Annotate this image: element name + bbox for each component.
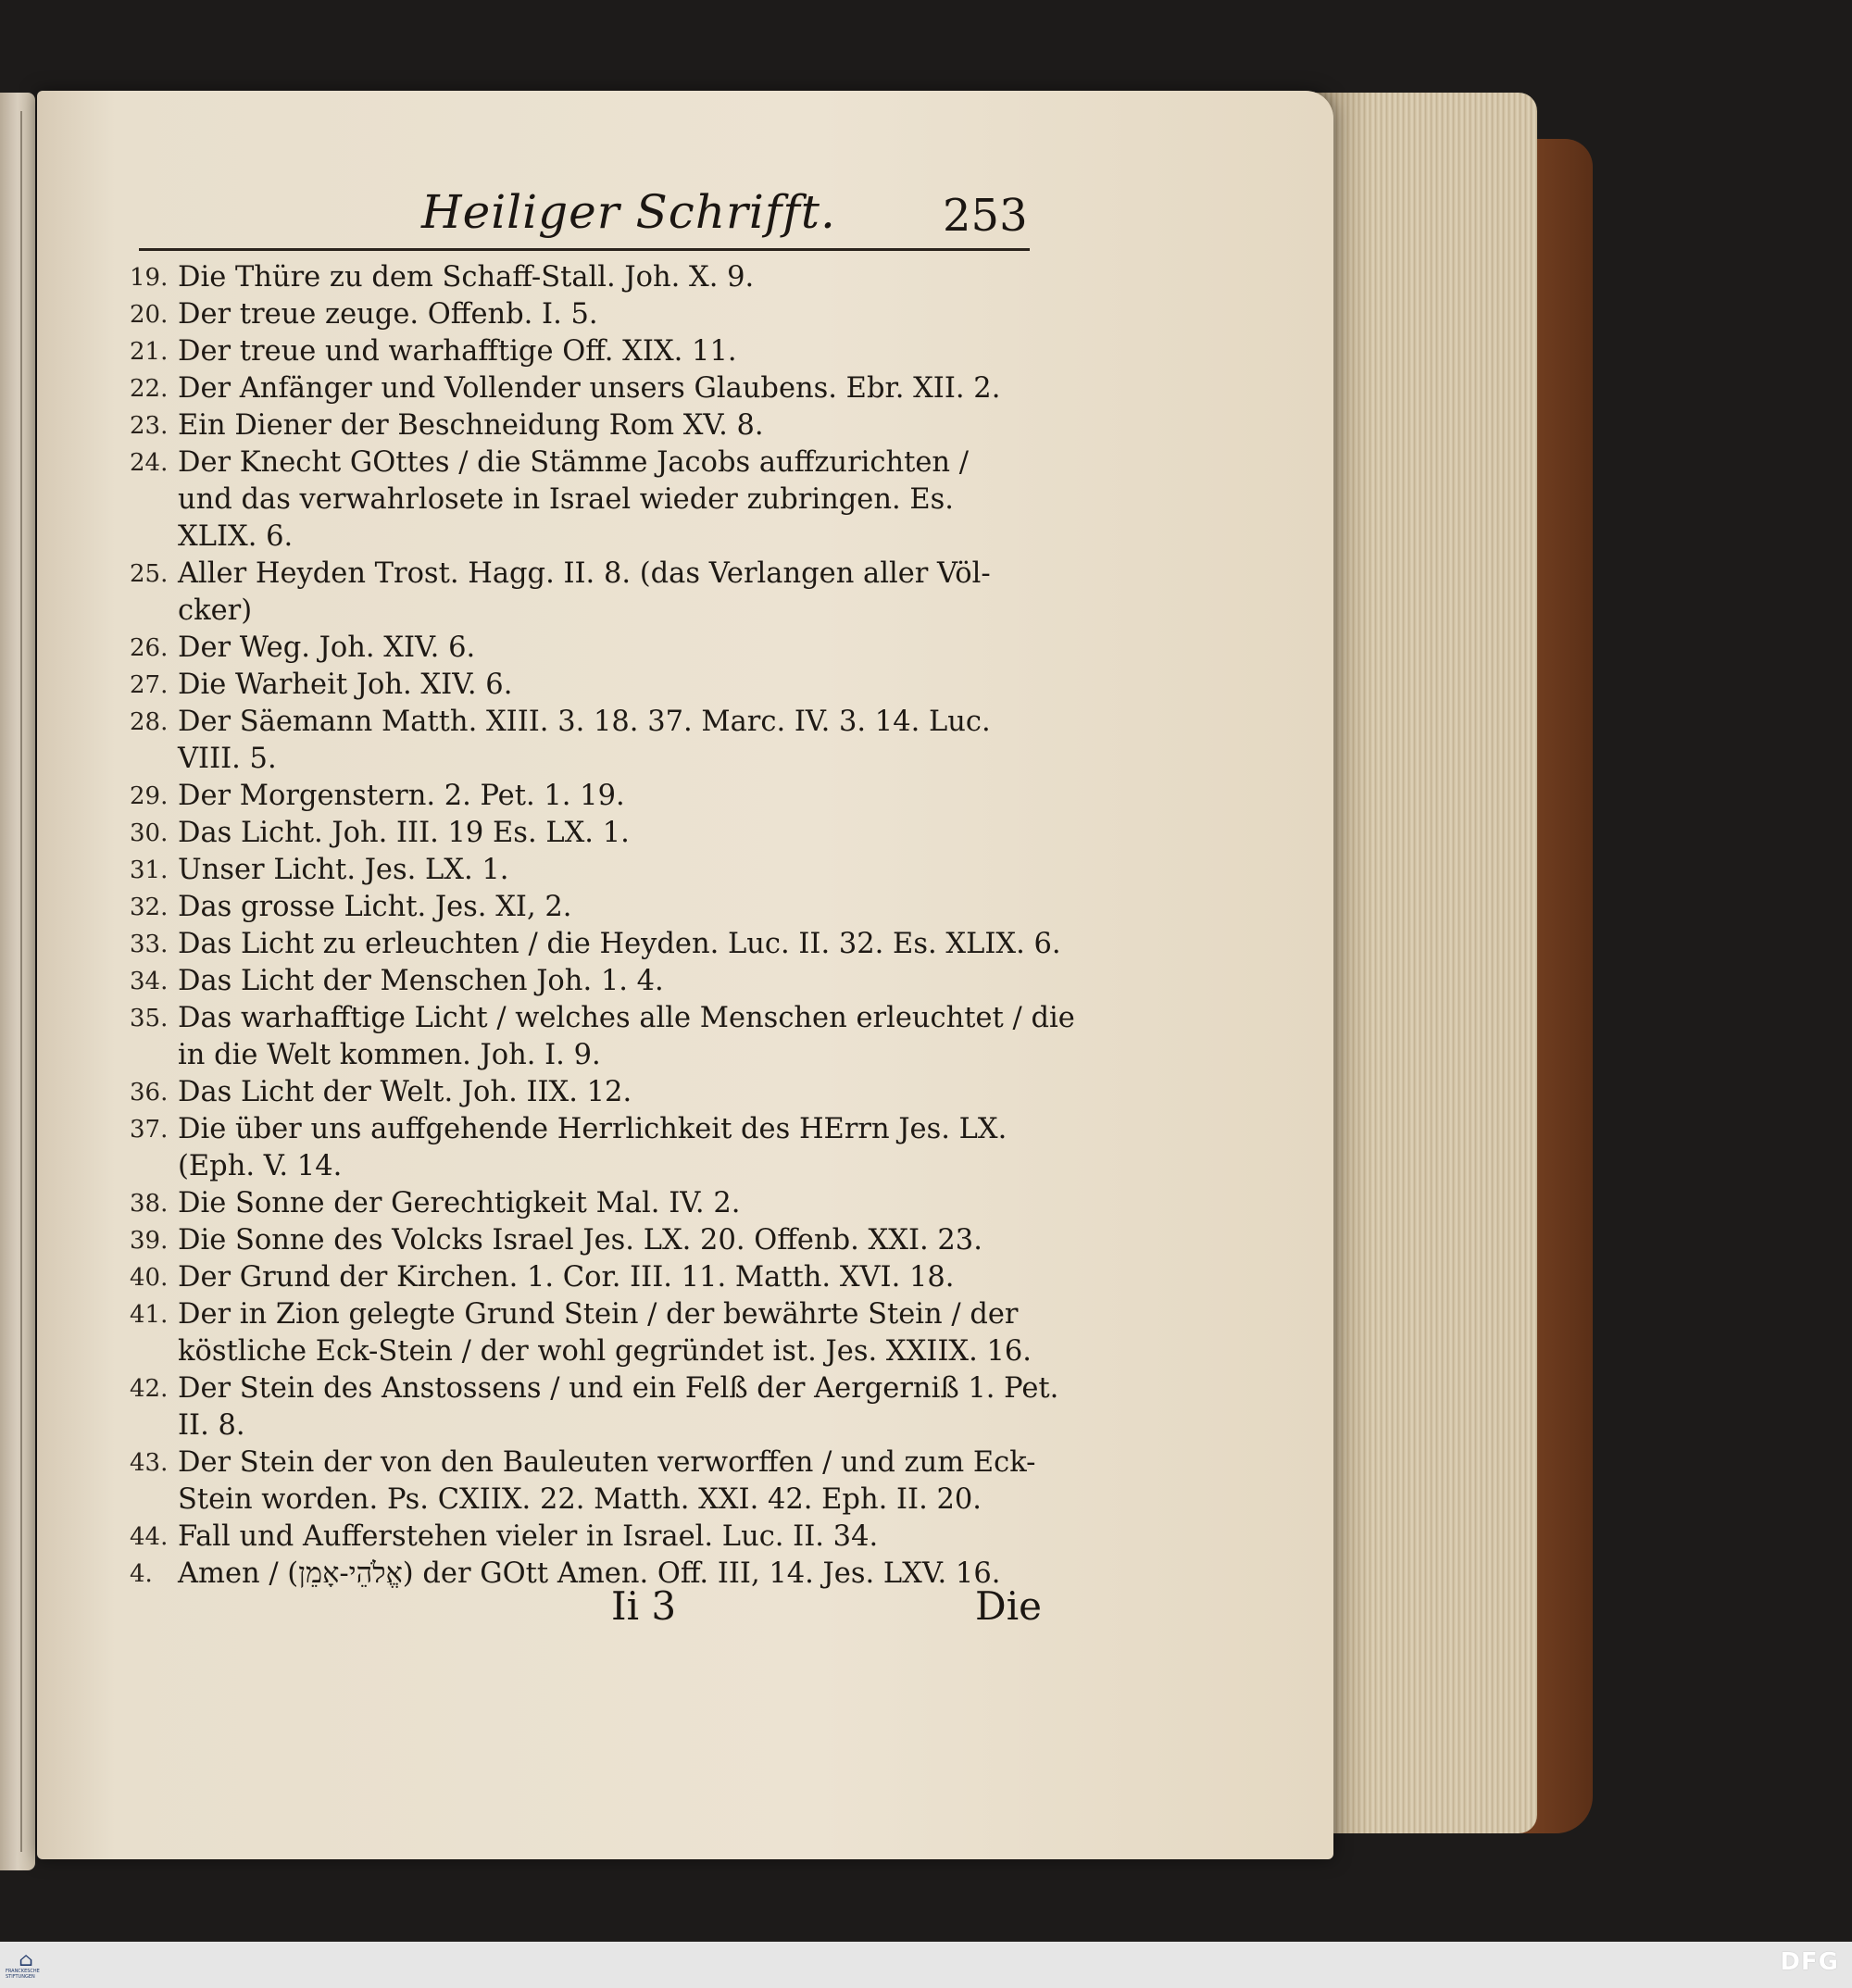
- entry-text-line: Der Anfänger und Vollender unsers Glaubens. Ebr. XII. 2.: [178, 372, 1001, 405]
- entry-text-line: Der Säemann Matth. XIII. 3. 18. 37. Marc. IV. 3. 14. Luc.: [178, 706, 991, 738]
- entry-number: 22.: [130, 375, 169, 403]
- entry-text-line: Das grosse Licht. Jes. XI, 2.: [178, 891, 572, 923]
- entry-number: 23.: [130, 412, 169, 440]
- left-page-edge: [0, 93, 35, 1870]
- list-item: [130, 1296, 1042, 1370]
- entry-text-line: Die Warheit Joh. XIV. 6.: [178, 669, 513, 701]
- entry-number: 26.: [130, 634, 169, 662]
- entry-text-line: VIII. 5.: [178, 743, 277, 775]
- entry-text-line: köstliche Eck-Stein / der wohl gegründet ist. Jes. XXIIX. 16.: [178, 1335, 1032, 1368]
- entry-text-line: Stein worden. Ps. CXIIX. 22. Matth. XXI. 42. Eph. II. 20.: [178, 1483, 982, 1516]
- list-item: [130, 1259, 1042, 1296]
- entry-text-line: II. 8.: [178, 1409, 245, 1442]
- viewer-footer-bar: [0, 1942, 1852, 1988]
- entry-text-line: Unser Licht. Jes. LX. 1.: [178, 854, 509, 886]
- entry-number: 25.: [130, 560, 169, 588]
- entry-number: 19.: [130, 264, 169, 292]
- entry-text-line: Die Sonne des Volcks Israel Jes. LX. 20. Offenb. XXI. 23.: [178, 1224, 982, 1257]
- entry-text-line: Der Knecht GOttes / die Stämme Jacobs auffzurichten /: [178, 446, 970, 479]
- list-item: [130, 333, 1042, 370]
- list-item: [130, 704, 1042, 778]
- entry-number: 44.: [130, 1523, 169, 1551]
- list-item: [130, 407, 1042, 444]
- entry-number: 32.: [130, 894, 169, 921]
- entry-number: 36.: [130, 1079, 169, 1107]
- entry-number: 28.: [130, 708, 169, 736]
- entry-text-line: Der Grund der Kirchen. 1. Cor. III. 11. Matth. XVI. 18.: [178, 1261, 955, 1294]
- building-icon: ⌂: [19, 1948, 33, 1970]
- header-rule: [139, 248, 1030, 251]
- list-item: [130, 1074, 1042, 1111]
- list-item: [130, 444, 1042, 556]
- list-item: [130, 1444, 1042, 1519]
- list-item: [130, 1111, 1042, 1185]
- dfg-logo[interactable]: DFG: [1780, 1948, 1839, 1976]
- entry-number: 42.: [130, 1375, 169, 1403]
- entry-number: 30.: [130, 819, 169, 847]
- entry-text-line: Das Licht der Menschen Joh. 1. 4.: [178, 965, 664, 997]
- list-item: [130, 1222, 1042, 1259]
- list-item: [130, 815, 1042, 852]
- entry-text-line: Aller Heyden Trost. Hagg. II. 8. (das Verlangen aller Völ-: [178, 557, 991, 590]
- entry-text-line: in die Welt kommen. Joh. I. 9.: [178, 1039, 601, 1071]
- list-item: [130, 1000, 1075, 1074]
- signature-mark: Ii 3: [611, 1583, 677, 1629]
- list-item: [130, 1519, 1042, 1556]
- catchword: Die: [975, 1583, 1042, 1629]
- list-item: [130, 889, 1042, 926]
- list-item: [130, 630, 1042, 667]
- entry-number: 38.: [130, 1190, 169, 1218]
- list-item: [130, 667, 1042, 704]
- entry-number: 20.: [130, 301, 169, 329]
- list-item: [130, 926, 1061, 963]
- entry-text-line: Ein Diener der Beschneidung Rom XV. 8.: [178, 409, 764, 442]
- gutter-line: [20, 111, 22, 1852]
- entry-number: 43.: [130, 1449, 169, 1477]
- running-title: Heiliger Schrifft.: [421, 185, 836, 239]
- entry-number: 24.: [130, 449, 169, 477]
- entry-text-line: Die Thüre zu dem Schaff-Stall. Joh. X. 9.: [178, 261, 755, 294]
- library-logo[interactable]: [6, 1944, 46, 1985]
- title-list: [130, 259, 1075, 1593]
- entry-text-line: Die Sonne der Gerechtigkeit Mal. IV. 2.: [178, 1187, 741, 1219]
- entry-text-line: Die über uns auffgehende Herrlichkeit des HErrn Jes. LX.: [178, 1113, 1007, 1145]
- list-item: [130, 778, 1042, 815]
- entry-text-line: Das warhafftige Licht / welches alle Menschen erleuchtet / die: [178, 1002, 1075, 1034]
- entry-text-line: Der treue und warhafftige Off. XIX. 11.: [178, 335, 737, 368]
- entry-text-line: Das Licht zu erleuchten / die Heyden. Luc. II. 32. Es. XLIX. 6.: [178, 928, 1061, 960]
- entry-number: 37.: [130, 1116, 169, 1144]
- entry-number: 33.: [130, 931, 169, 958]
- entry-text-line: Der Morgenstern. 2. Pet. 1. 19.: [178, 780, 625, 812]
- list-item: [130, 963, 1042, 1000]
- entry-number: 35.: [130, 1005, 169, 1032]
- list-item: [130, 296, 1042, 333]
- entry-text-line: cker): [178, 594, 253, 627]
- entry-number: 29.: [130, 782, 169, 810]
- entry-text-line: Amen / (אֱלֹהֵי-אָמֵן) der GOtt Amen. Off. III, 14. Jes. LXV. 16.: [178, 1557, 1001, 1590]
- entry-text-line: Das Licht der Welt. Joh. IIX. 12.: [178, 1076, 632, 1108]
- entry-number: 31.: [130, 856, 169, 884]
- page-number: 253: [943, 190, 1028, 242]
- entry-number: 27.: [130, 671, 169, 699]
- entry-text-line: Der Weg. Joh. XIV. 6.: [178, 631, 476, 664]
- list-item: [130, 370, 1042, 407]
- page-footer: [130, 1583, 1042, 1639]
- list-item: [130, 852, 1042, 889]
- entry-text-line: Fall und Aufferstehen vieler in Israel. Luc. II. 34.: [178, 1520, 879, 1553]
- list-item: [130, 556, 1042, 630]
- entry-number: 41.: [130, 1301, 169, 1329]
- entry-number: 4.: [130, 1560, 153, 1588]
- entry-text-line: und das verwahrlosete in Israel wieder zubringen. Es.: [178, 483, 955, 516]
- library-logo-text: FRANCKESCHE STIFTUNGEN: [6, 1969, 40, 1980]
- entry-text-line: Der treue zeuge. Offenb. I. 5.: [178, 298, 598, 331]
- list-item: [130, 1185, 1042, 1222]
- entry-text-line: Der in Zion gelegte Grund Stein / der bewährte Stein / der: [178, 1298, 1019, 1331]
- entry-text-line: (Eph. V. 14.: [178, 1150, 343, 1182]
- entry-text-line: XLIX. 6.: [178, 520, 294, 553]
- list-item: [130, 1370, 1059, 1444]
- entry-number: 34.: [130, 968, 169, 995]
- entry-number: 40.: [130, 1264, 169, 1292]
- entry-text-line: Das Licht. Joh. III. 19 Es. LX. 1.: [178, 817, 630, 849]
- entry-text-line: Der Stein des Anstossens / und ein Felß der Aergerniß 1. Pet.: [178, 1372, 1059, 1405]
- list-item: [130, 259, 1042, 296]
- entry-number: 21.: [130, 338, 169, 366]
- entry-number: 39.: [130, 1227, 169, 1255]
- entry-text-line: Der Stein der von den Bauleuten verworffen / und zum Eck-: [178, 1446, 1036, 1479]
